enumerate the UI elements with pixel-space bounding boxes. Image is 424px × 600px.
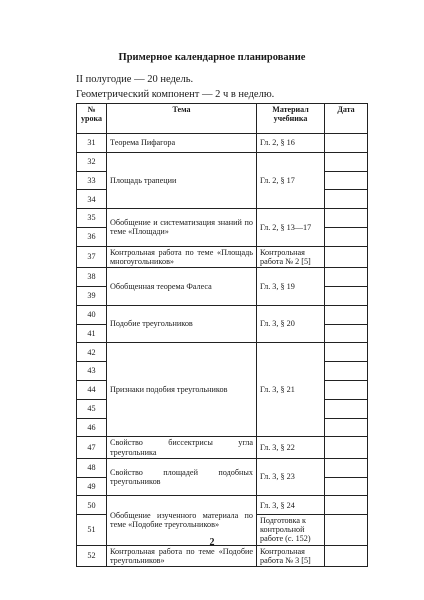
date-cell [325,209,368,228]
table-row [77,496,368,515]
topic-cell: Свойство площадей подобных треугольников [107,458,257,496]
lesson-number: 31 [77,134,107,153]
topic-cell: Обобщение изученного материала по теме «Подобие треугольников» [107,496,257,545]
topic-cell: Контрольная работа по теме «Площадь многоугольников» [107,246,257,267]
lesson-number: 44 [77,380,107,399]
material-cell: Контрольная работа № 2 [5] [257,246,325,267]
date-cell [325,324,368,343]
material-cell: Гл. 3, § 21 [257,343,325,437]
material-cell: Гл. 2, § 13—17 [257,209,325,247]
page-title: Примерное календарное планирование [118,52,306,63]
topic-cell: Площадь трапеции [107,152,257,208]
date-cell [325,437,368,458]
lesson-number: 48 [77,458,107,477]
date-cell [325,286,368,305]
material-cell: Контрольная работа № 3 [5] [257,545,325,566]
table-row [77,246,368,267]
table-row [77,458,368,477]
material-cell: Гл. 3, § 22 [257,437,325,458]
lesson-number: 37 [77,246,107,267]
date-cell [325,227,368,246]
date-cell [325,171,368,190]
table-row [77,437,368,458]
table-header-row [77,104,368,134]
date-cell [325,477,368,496]
lesson-number: 34 [77,190,107,209]
date-cell [325,268,368,287]
lesson-number: 38 [77,268,107,287]
lesson-number: 43 [77,362,107,381]
material-cell: Гл. 2, § 16 [257,134,325,153]
topic-cell: Обобщенная теорема Фалеса [107,268,257,306]
header-textbook-material: Материал учебника [257,104,325,134]
lesson-number: 40 [77,305,107,324]
date-cell [325,380,368,399]
lesson-number: 33 [77,171,107,190]
topic-cell: Свойство биссектрисы угла треугольника [107,437,257,458]
planning-table [76,103,368,567]
date-cell [325,545,368,566]
date-cell [325,458,368,477]
lesson-number: 32 [77,152,107,171]
lesson-number: 35 [77,209,107,228]
lesson-number: 36 [77,227,107,246]
date-cell [325,362,368,381]
date-cell [325,305,368,324]
material-cell: Гл. 3, § 19 [257,268,325,306]
topic-cell: Теорема Пифагора [107,134,257,153]
date-cell [325,246,368,267]
material-cell: Гл. 2, § 17 [257,152,325,208]
header-lesson-number: № урока [77,104,107,134]
table-body [77,134,368,567]
date-cell [325,190,368,209]
intro-hours: Геометрический компонент — 2 ч в неделю. [76,89,275,100]
lesson-number: 50 [77,496,107,515]
topic-cell: Признаки подобия треугольников [107,343,257,437]
intro-semester: II полугодие — 20 недель. [76,74,194,85]
material-cell: Гл. 3, § 23 [257,458,325,496]
material-cell: Гл. 3, § 24 [257,496,325,515]
table-row [77,209,368,228]
lesson-number: 51 [77,515,107,546]
date-cell [325,399,368,418]
topic-cell: Контрольная работа по теме «Подобие треугольников» [107,545,257,566]
lesson-number: 39 [77,286,107,305]
page-number: 2 [209,537,215,548]
table-row [77,268,368,287]
lesson-number: 41 [77,324,107,343]
date-cell [325,418,368,437]
lesson-number: 46 [77,418,107,437]
header-date: Дата [325,104,368,134]
date-cell [325,496,368,515]
table-row [77,305,368,324]
lesson-number: 49 [77,477,107,496]
header-topic: Тема [107,104,257,134]
lesson-number: 45 [77,399,107,418]
lesson-number: 42 [77,343,107,362]
date-cell [325,134,368,153]
table-row [77,545,368,566]
date-cell [325,343,368,362]
material-cell: Подготовка к контрольной работе (с. 152) [257,515,325,546]
lesson-number: 47 [77,437,107,458]
date-cell [325,152,368,171]
lesson-number: 52 [77,545,107,566]
table-row [77,152,368,171]
topic-cell: Подобие треугольников [107,305,257,343]
topic-cell: Обобщение и систематизация знаний по теме «Площади» [107,209,257,247]
table-row [77,134,368,153]
material-cell: Гл. 3, § 20 [257,305,325,343]
table-row [77,343,368,362]
